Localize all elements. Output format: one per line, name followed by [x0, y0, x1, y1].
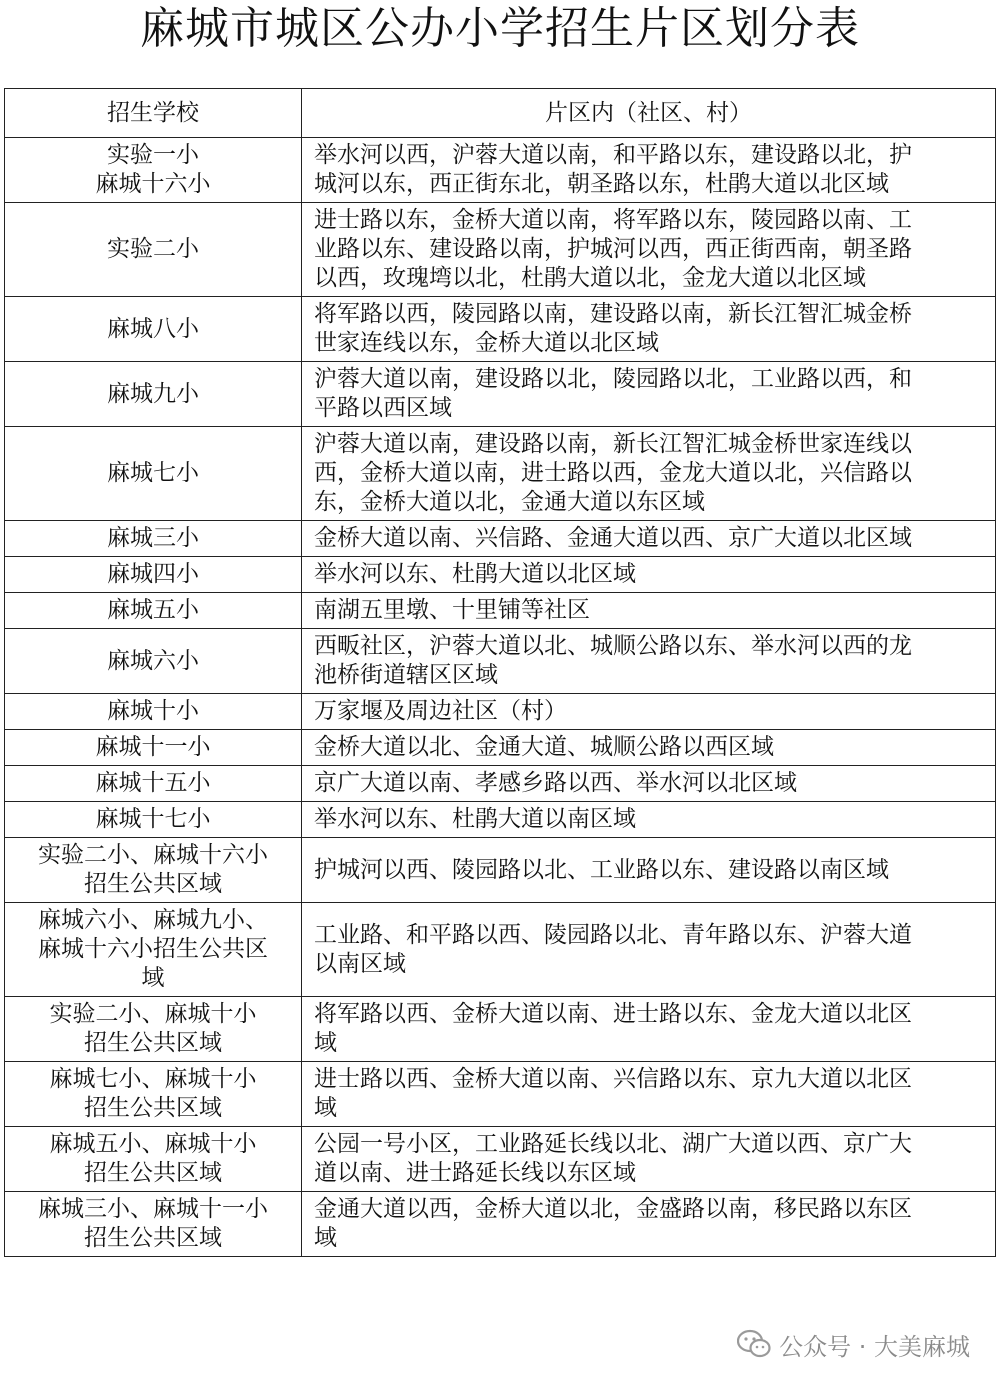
- school-cell: [5, 802, 302, 838]
- school-cell: [5, 838, 302, 903]
- school-name-line: 麻城七小: [107, 460, 199, 486]
- school-cell: [5, 730, 302, 766]
- school-name-line: 招生公共区域: [84, 1225, 222, 1251]
- table-row: [5, 203, 996, 297]
- area-text-line: 进士路以东，金桥大道以南，将军路以东，陵园路以南、工: [314, 207, 912, 233]
- school-name-line: 实验二小: [107, 236, 199, 262]
- school-name-line: 麻城五小、麻城十小: [49, 1131, 257, 1157]
- area-text-line: 将军路以西，陵园路以南，建设路以南，新长江智汇城金桥: [314, 301, 912, 327]
- area-text-line: 进士路以西、金桥大道以南、兴信路以东、京九大道以北区: [314, 1066, 912, 1092]
- area-cell: [302, 802, 996, 838]
- school-name-line: 麻城七小、麻城十小: [49, 1066, 257, 1092]
- area-text-line: 池桥街道辖区区域: [314, 662, 498, 688]
- school-cell: [5, 362, 302, 427]
- school-cell: [5, 903, 302, 997]
- page-title: 麻城市城区公办小学招生片区划分表: [140, 3, 860, 54]
- area-text-line: 举水河以西，沪蓉大道以南，和平路以东，建设路以北，护: [314, 142, 912, 168]
- table-row: [5, 362, 996, 427]
- area-cell: [302, 629, 996, 694]
- table-row: [5, 557, 996, 593]
- table-row: [5, 1062, 996, 1127]
- school-cell: [5, 694, 302, 730]
- area-cell: [302, 203, 996, 297]
- area-cell: [302, 138, 996, 203]
- area-text-line: 城河以东，西正街东北，朝圣路以东，杜鹃大道以北区域: [314, 171, 889, 197]
- school-name-line: 麻城八小: [107, 315, 199, 342]
- watermark-text: 公众号 · 大美麻城: [779, 1332, 970, 1361]
- school-name-line: 实验二小、麻城十六小: [38, 842, 268, 868]
- school-name-line: 麻城十六小: [95, 171, 211, 197]
- area-text-line: 道以南、进士路延长线以东区域: [314, 1160, 636, 1186]
- school-name-line: 麻城六小: [107, 647, 199, 674]
- area-text-line: 将军路以西、金桥大道以南、进士路以东、金龙大道以北区: [314, 1001, 912, 1027]
- school-name-line: 招生公共区域: [84, 871, 222, 897]
- school-cell: [5, 521, 302, 557]
- area-text-line: 沪蓉大道以南，建设路以南，新长江智汇城金桥世家连线以: [314, 431, 912, 457]
- area-cell: [302, 427, 996, 521]
- school-name-line: 招生公共区域: [84, 1160, 222, 1186]
- table-row: [5, 297, 996, 362]
- area-cell: [302, 1062, 996, 1127]
- area-cell: [302, 297, 996, 362]
- table-row: [5, 802, 996, 838]
- area-text-line: 西，金桥大道以南，进士路以西，金龙大道以北，兴信路以: [314, 460, 912, 486]
- table-row: [5, 593, 996, 629]
- area-text-line: 万家堰及周边社区（村）: [314, 698, 567, 724]
- school-name-line: 招生公共区域: [84, 1030, 222, 1056]
- table-row: [5, 997, 996, 1062]
- school-cell: [5, 557, 302, 593]
- area-cell: [302, 838, 996, 903]
- area-text-line: 域: [314, 1095, 337, 1121]
- area-text-line: 沪蓉大道以南，建设路以北，陵园路以北，工业路以西，和: [314, 366, 912, 392]
- school-cell: [5, 629, 302, 694]
- school-cell: [5, 1127, 302, 1192]
- area-text-line: 域: [314, 1225, 337, 1251]
- table-row: [5, 730, 996, 766]
- school-name-line: 麻城五小: [107, 597, 199, 623]
- school-name-line: 实验二小、麻城十小: [49, 1001, 257, 1027]
- school-name-line: 麻城十小: [107, 698, 199, 724]
- school-cell: [5, 138, 302, 203]
- area-text-line: 工业路、和平路以西、陵园路以北、青年路以东、沪蓉大道: [314, 921, 912, 948]
- area-text-line: 护城河以西、陵园路以北、工业路以东、建设路以南区域: [314, 856, 889, 883]
- area-cell: [302, 521, 996, 557]
- table-row: [5, 427, 996, 521]
- table-row: [5, 1192, 996, 1257]
- school-name-line: 域: [141, 965, 165, 991]
- school-name-line: 麻城九小: [107, 380, 199, 407]
- table-row: [5, 694, 996, 730]
- table-row: [5, 629, 996, 694]
- area-cell: [302, 362, 996, 427]
- enrollment-zone-table: [4, 88, 996, 1257]
- area-text-line: 南湖五里墩、十里铺等社区: [314, 597, 590, 623]
- school-cell: [5, 997, 302, 1062]
- column-header-area: 片区内（社区、村）: [302, 89, 996, 138]
- school-cell: [5, 297, 302, 362]
- column-header-school: 招生学校: [5, 89, 302, 138]
- school-name-line: 麻城三小: [107, 525, 199, 551]
- area-text-line: 东，金桥大道以北，金通大道以东区域: [314, 489, 705, 515]
- wechat-icon: [737, 1329, 771, 1359]
- area-cell: [302, 694, 996, 730]
- school-name-line: 麻城十一小: [95, 734, 211, 760]
- table-row: [5, 1127, 996, 1192]
- area-text-line: 西畈社区，沪蓉大道以北、城顺公路以东、举水河以西的龙: [314, 633, 912, 659]
- area-text-line: 域: [314, 1030, 337, 1056]
- table-row: [5, 903, 996, 997]
- school-name-line: 实验一小: [107, 142, 199, 168]
- table-row: [5, 766, 996, 802]
- area-cell: [302, 730, 996, 766]
- area-text-line: 金桥大道以南、兴信路、金通大道以西、京广大道以北区域: [314, 525, 912, 551]
- school-name-line: 麻城十五小: [95, 770, 211, 796]
- table-row: [5, 521, 996, 557]
- school-name-line: 麻城四小: [107, 561, 199, 587]
- area-text-line: 以南区域: [314, 950, 406, 977]
- area-text-line: 京广大道以南、孝感乡路以西、举水河以北区域: [314, 770, 797, 796]
- area-cell: [302, 997, 996, 1062]
- area-text-line: 世家连线以东，金桥大道以北区域: [314, 330, 659, 356]
- school-cell: [5, 427, 302, 521]
- table-body: [5, 138, 996, 1257]
- area-cell: [302, 903, 996, 997]
- area-cell: [302, 1127, 996, 1192]
- area-cell: [302, 1192, 996, 1257]
- school-name-line: 麻城六小、麻城九小、: [38, 907, 268, 933]
- school-name-line: 麻城十七小: [95, 806, 211, 832]
- school-name-line: 招生公共区域: [84, 1095, 222, 1121]
- table-row: [5, 138, 996, 203]
- area-text-line: 以西，玫瑰塆以北，杜鹃大道以北，金龙大道以北区域: [314, 265, 866, 291]
- school-cell: [5, 1062, 302, 1127]
- area-text-line: 举水河以东、杜鹃大道以南区域: [314, 806, 636, 832]
- watermark: [737, 1326, 970, 1362]
- school-cell: [5, 766, 302, 802]
- area-text-line: 金通大道以西，金桥大道以北，金盛路以南，移民路以东区: [314, 1196, 912, 1222]
- area-cell: [302, 557, 996, 593]
- area-text-line: 金桥大道以北、金通大道、城顺公路以西区域: [314, 734, 774, 760]
- table-header-row: [5, 89, 996, 138]
- area-text-line: 业路以东、建设路以南，护城河以西，西正街西南，朝圣路: [314, 236, 912, 262]
- area-text-line: 公园一号小区，工业路延长线以北、湖广大道以西、京广大: [314, 1131, 912, 1157]
- table-row: [5, 838, 996, 903]
- school-cell: [5, 593, 302, 629]
- area-text-line: 举水河以东、杜鹃大道以北区域: [314, 561, 636, 587]
- school-cell: [5, 1192, 302, 1257]
- area-cell: [302, 593, 996, 629]
- school-cell: [5, 203, 302, 297]
- school-name-line: 麻城三小、麻城十一小: [38, 1196, 268, 1222]
- school-name-line: 麻城十六小招生公共区: [38, 936, 268, 962]
- area-cell: [302, 766, 996, 802]
- area-text-line: 平路以西区域: [314, 395, 452, 421]
